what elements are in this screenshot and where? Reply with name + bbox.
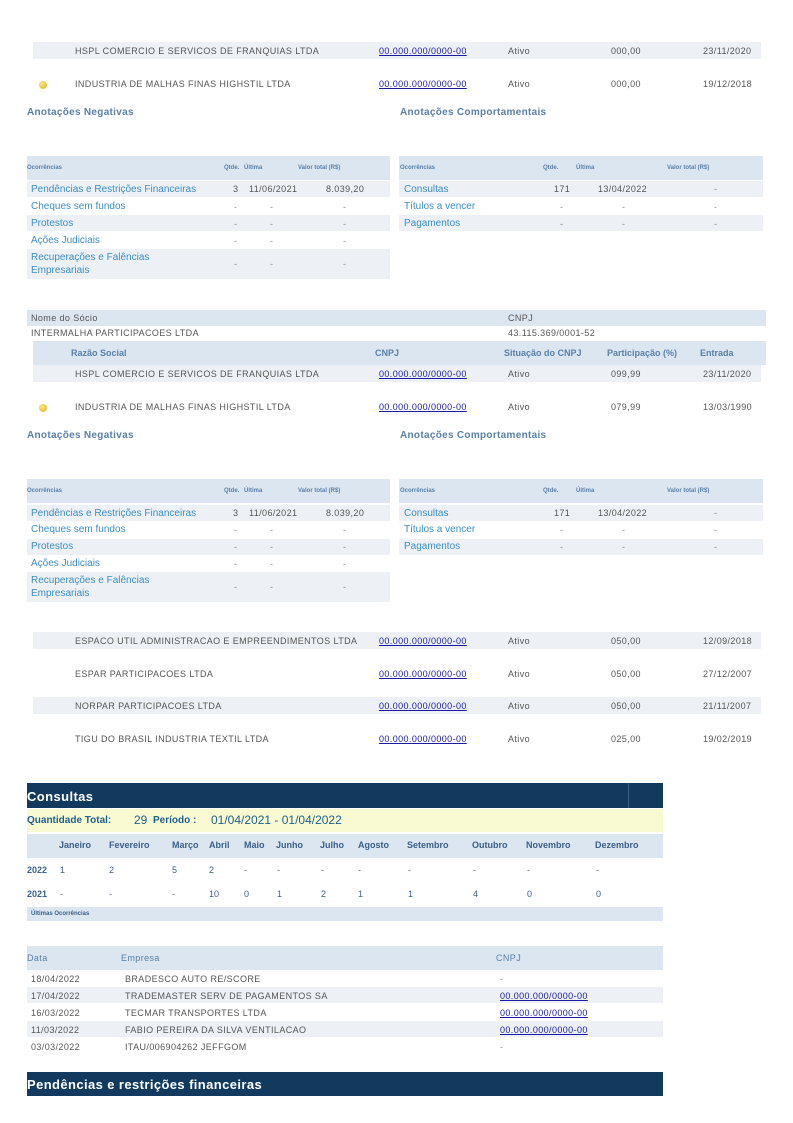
occurrence-label-continued[interactable]: Empresariais [31, 588, 90, 599]
month-count: - [527, 865, 530, 875]
occurrence-date: 17/04/2022 [31, 991, 81, 1001]
occurrence-date: 16/03/2022 [31, 1008, 81, 1018]
header-ocorrencias: Ocorrências [27, 165, 63, 171]
company-status: Ativo [508, 701, 531, 711]
company-cnpj-link[interactable]: 00.000.000/0000-00 [379, 701, 467, 711]
occurrence-qty: - [560, 542, 563, 552]
occurrence-last: - [270, 236, 273, 246]
occurrence-last: 13/04/2022 [598, 508, 648, 518]
company-participation: 050,00 [611, 636, 641, 646]
occurrence-last: - [270, 525, 273, 535]
month-count: - [358, 865, 361, 875]
month-header: Julho [320, 840, 344, 850]
occurrence-label[interactable]: Consultas [404, 184, 449, 195]
occurrence-qty: 171 [554, 508, 571, 518]
header-ultima: Última [576, 165, 595, 171]
occurrence-value: 8.039,20 [326, 508, 365, 518]
company-name: ESPAR PARTICIPACOES LTDA [75, 669, 214, 679]
month-count: - [109, 889, 112, 899]
company-entry-date: 12/09/2018 [703, 636, 753, 646]
header-valor: Valor total (R$) [298, 165, 341, 171]
month-count: 1 [358, 889, 364, 899]
company-entry-date: 27/12/2007 [703, 669, 753, 679]
header-qtde: Qtde. [224, 165, 240, 171]
occurrence-qty: 3 [233, 184, 239, 194]
table-row [399, 181, 763, 197]
company-status: Ativo [508, 636, 531, 646]
company-name: NORPAR PARTICIPACOES LTDA [75, 701, 222, 711]
warning-dot-icon [39, 81, 47, 89]
company-entry-date: 23/11/2020 [703, 369, 752, 379]
occurrence-label[interactable]: Consultas [404, 508, 449, 519]
occurrence-qty: - [234, 259, 237, 269]
occurrence-cnpj-link[interactable]: 00.000.000/0000-00 [500, 991, 588, 1001]
period-value: 01/04/2021 - 01/04/2022 [211, 813, 342, 827]
month-count: - [60, 889, 63, 899]
occurrence-last: 11/06/2021 [249, 184, 298, 194]
month-count: 0 [244, 889, 250, 899]
partner-name-label: Nome do Sócio [31, 313, 98, 323]
occurrence-last: - [270, 259, 273, 269]
occurrence-label[interactable]: Títulos a vencer [404, 201, 476, 212]
header-cnpj: CNPJ [375, 348, 400, 358]
occurrence-label[interactable]: Ações Judiciais [31, 235, 100, 246]
consultas-banner [27, 783, 663, 808]
occurrence-last: - [270, 559, 273, 569]
company-entry-date: 23/11/2020 [703, 46, 752, 56]
company-participation: 000,00 [611, 46, 641, 56]
month-count: 0 [596, 889, 602, 899]
month-count: 5 [172, 865, 178, 875]
company-cnpj-link[interactable]: 00.000.000/0000-00 [379, 669, 467, 679]
month-header: Abril [209, 840, 230, 850]
behavioral-annotations-title: Anotações Comportamentais [400, 107, 547, 118]
header-ocorrencias: Ocorrências [27, 488, 63, 494]
occurrence-value: - [343, 559, 346, 569]
occurrence-value: - [343, 236, 346, 246]
month-count: 4 [473, 889, 479, 899]
occurrence-value: - [714, 525, 717, 535]
occurrence-label[interactable]: Recuperações e Falências [31, 252, 150, 263]
occurrence-qty: - [234, 236, 237, 246]
header-entrada: Entrada [700, 348, 734, 358]
month-header: Fevereiro [109, 840, 150, 850]
occurrence-cnpj: - [500, 974, 503, 984]
occurrence-value: - [343, 582, 346, 592]
last-occurrences-label: Últimas Ocorrências [31, 911, 90, 917]
occurrence-label[interactable]: Pendências e Restrições Financeiras [31, 508, 197, 519]
occurrence-last: - [270, 582, 273, 592]
company-participation: 000,00 [611, 79, 641, 89]
header-cnpj: CNPJ [496, 953, 522, 963]
occurrence-last: - [270, 219, 273, 229]
occurrence-value: - [714, 184, 717, 194]
occurrence-value: - [343, 525, 346, 535]
occurrence-date: 11/03/2022 [31, 1025, 80, 1035]
company-participation: 079,99 [611, 402, 641, 412]
occurrence-last: - [622, 525, 625, 535]
partner-header [27, 310, 766, 326]
header-valor: Valor total (R$) [298, 488, 341, 494]
header-qtde: Qtde. [224, 488, 240, 494]
table-row [27, 215, 390, 231]
occurrence-label[interactable]: Ações Judiciais [31, 558, 100, 569]
occurrence-last: 11/06/2021 [249, 508, 298, 518]
company-cnpj-link[interactable]: 00.000.000/0000-00 [379, 46, 467, 56]
occurrence-label[interactable]: Protestos [31, 218, 74, 229]
partner-cnpj-label: CNPJ [508, 313, 534, 323]
company-status: Ativo [508, 46, 531, 56]
month-count: 2 [321, 889, 327, 899]
month-count: 2 [209, 865, 215, 875]
negative-annotations-title: Anotações Negativas [27, 430, 134, 441]
last-occurrences-bar [27, 907, 663, 921]
occurrence-label-continued[interactable]: Empresariais [31, 265, 90, 276]
header-qtde: Qtde. [543, 488, 559, 494]
occurrence-value: - [343, 202, 346, 212]
occurrence-company: TECMAR TRANSPORTES LTDA [125, 1008, 267, 1018]
occurrence-cnpj-link[interactable]: 00.000.000/0000-00 [500, 1008, 588, 1018]
occurrence-cnpj: - [500, 1042, 503, 1052]
header-ocorrencias: Ocorrências [400, 488, 436, 494]
company-name: HSPL COMERCIO E SERVICOS DE FRANQUIAS LTDA [75, 46, 320, 56]
company-name: TIGU DO BRASIL INDUSTRIA TEXTIL LTDA [75, 734, 269, 744]
partner-cnpj: 43.115.369/0001-52 [508, 328, 596, 338]
header-situacao: Situação do CNPJ [504, 348, 582, 358]
month-count: 0 [527, 889, 533, 899]
occurrence-last: 13/04/2022 [598, 184, 648, 194]
occurrence-date: 03/03/2022 [31, 1042, 81, 1052]
occurrence-label[interactable]: Títulos a vencer [404, 524, 476, 535]
month-header: Março [172, 840, 199, 850]
header-ultima: Última [576, 488, 595, 494]
company-status: Ativo [508, 79, 531, 89]
company-status: Ativo [508, 369, 531, 379]
company-status: Ativo [508, 402, 531, 412]
month-count: 10 [209, 889, 220, 899]
occurrence-label[interactable]: Pagamentos [404, 541, 461, 552]
occurrence-qty: - [560, 525, 563, 535]
occurrence-last: - [622, 542, 625, 552]
header-ultima: Última [244, 488, 263, 494]
header-ocorrencias: Ocorrências [400, 165, 436, 171]
occurrence-value: - [714, 508, 717, 518]
header-data: Data [27, 953, 48, 963]
negative-annotations-title: Anotações Negativas [27, 107, 134, 118]
occurrence-value: - [714, 219, 717, 229]
company-cnpj-link[interactable]: 00.000.000/0000-00 [379, 79, 467, 89]
occurrence-company: FABIO PEREIRA DA SILVA VENTILACAO [125, 1025, 307, 1035]
occurrence-value: - [343, 219, 346, 229]
header-razao-social: Razão Social [71, 348, 127, 358]
month-header: Dezembro [595, 840, 639, 850]
period-label: Período : [153, 815, 197, 826]
company-status: Ativo [508, 734, 531, 744]
header-empresa: Empresa [121, 953, 160, 963]
header-valor: Valor total (R$) [667, 488, 710, 494]
month-count: - [596, 865, 599, 875]
header-ultima: Última [244, 165, 263, 171]
occurrence-company: BRADESCO AUTO RE/SCORE [125, 974, 261, 984]
month-count: - [172, 889, 175, 899]
pendencias-title: Pendências e restrições financeiras [27, 1077, 263, 1092]
company-cnpj-link[interactable]: 00.000.000/0000-00 [379, 402, 467, 412]
company-name: INDUSTRIA DE MALHAS FINAS HIGHSTIL LTDA [75, 402, 291, 412]
occurrence-qty: - [234, 202, 237, 212]
occurrence-qty: 3 [233, 508, 239, 518]
occurrence-last: - [622, 219, 625, 229]
header-participacao: Participação (%) [607, 348, 678, 358]
month-header: Setembro [407, 840, 449, 850]
occurrence-label[interactable]: Cheques sem fundos [31, 524, 126, 535]
year-label: 2022 [27, 865, 48, 875]
month-count: - [277, 865, 280, 875]
month-header: Novembro [526, 840, 571, 850]
occurrence-company: TRADEMASTER SERV DE PAGAMENTOS SA [125, 991, 328, 1001]
company-participation: 099,99 [611, 369, 641, 379]
banner-divider [628, 783, 629, 808]
company-cnpj-link[interactable]: 00.000.000/0000-00 [379, 369, 467, 379]
month-count: - [321, 865, 324, 875]
occurrence-label[interactable]: Pagamentos [404, 218, 461, 229]
month-count: 1 [408, 889, 414, 899]
month-count: 1 [277, 889, 283, 899]
occurrence-cnpj-link[interactable]: 00.000.000/0000-00 [500, 1025, 588, 1035]
company-participation: 050,00 [611, 701, 641, 711]
consultas-summary-bar [27, 809, 663, 832]
occurrence-label[interactable]: Pendências e Restrições Financeiras [31, 184, 197, 195]
header-qtde: Qtde. [543, 165, 559, 171]
company-name: ESPACO UTIL ADMINISTRACAO E EMPREENDIMENTOS LTDA [75, 636, 358, 646]
year-label: 2021 [27, 889, 48, 899]
header-valor: Valor total (R$) [667, 165, 710, 171]
company-entry-date: 19/12/2018 [703, 79, 753, 89]
total-label: Quantidade Total: [27, 815, 112, 826]
partner-name: INTERMALHA PARTICIPACOES LTDA [31, 328, 199, 338]
occurrence-value: - [343, 542, 346, 552]
company-entry-date: 21/11/2007 [703, 701, 752, 711]
company-cnpj-link[interactable]: 00.000.000/0000-00 [379, 734, 467, 744]
total-value: 29 [134, 813, 148, 827]
occurrence-last: - [270, 542, 273, 552]
occurrence-qty: - [560, 202, 563, 212]
month-count: - [473, 865, 476, 875]
occurrence-value: - [714, 542, 717, 552]
occurrence-qty: - [560, 219, 563, 229]
company-cnpj-link[interactable]: 00.000.000/0000-00 [379, 636, 467, 646]
occurrence-label[interactable]: Cheques sem fundos [31, 201, 126, 212]
occurrence-value: - [714, 202, 717, 212]
month-header: Junho [276, 840, 303, 850]
month-count: - [408, 865, 411, 875]
company-entry-date: 13/03/1990 [703, 402, 753, 412]
occurrence-value: - [343, 259, 346, 269]
occurrence-qty: - [234, 219, 237, 229]
month-header: Maio [244, 840, 265, 850]
occurrence-company: ITAU/006904262 JEFFGOM [125, 1042, 247, 1052]
month-count: - [244, 865, 247, 875]
company-name: HSPL COMERCIO E SERVICOS DE FRANQUIAS LTDA [75, 369, 320, 379]
occurrence-qty: - [234, 559, 237, 569]
table-row [399, 505, 763, 521]
occurrence-date: 18/04/2022 [31, 974, 81, 984]
month-header: Agosto [358, 840, 389, 850]
occurrence-last: - [270, 202, 273, 212]
occurrence-qty: - [234, 525, 237, 535]
company-name: INDUSTRIA DE MALHAS FINAS HIGHSTIL LTDA [75, 79, 291, 89]
warning-dot-icon [39, 404, 47, 412]
company-participation: 025,00 [611, 734, 641, 744]
occurrence-value: 8.039,20 [326, 184, 365, 194]
company-participation: 050,00 [611, 669, 641, 679]
occurrence-label[interactable]: Recuperações e Falências [31, 575, 150, 586]
occurrence-qty: - [234, 542, 237, 552]
month-header: Outubro [472, 840, 508, 850]
occurrence-last: - [622, 202, 625, 212]
company-status: Ativo [508, 669, 531, 679]
behavioral-annotations-title: Anotações Comportamentais [400, 430, 547, 441]
occurrence-qty: 171 [554, 184, 571, 194]
month-header: Janeiro [59, 840, 92, 850]
table-row [27, 539, 390, 555]
month-count: 1 [60, 865, 66, 875]
occurrence-qty: - [234, 582, 237, 592]
month-count: 2 [109, 865, 115, 875]
company-entry-date: 19/02/2019 [703, 734, 753, 744]
consultas-title: Consultas [27, 789, 94, 804]
occurrence-label[interactable]: Protestos [31, 541, 74, 552]
